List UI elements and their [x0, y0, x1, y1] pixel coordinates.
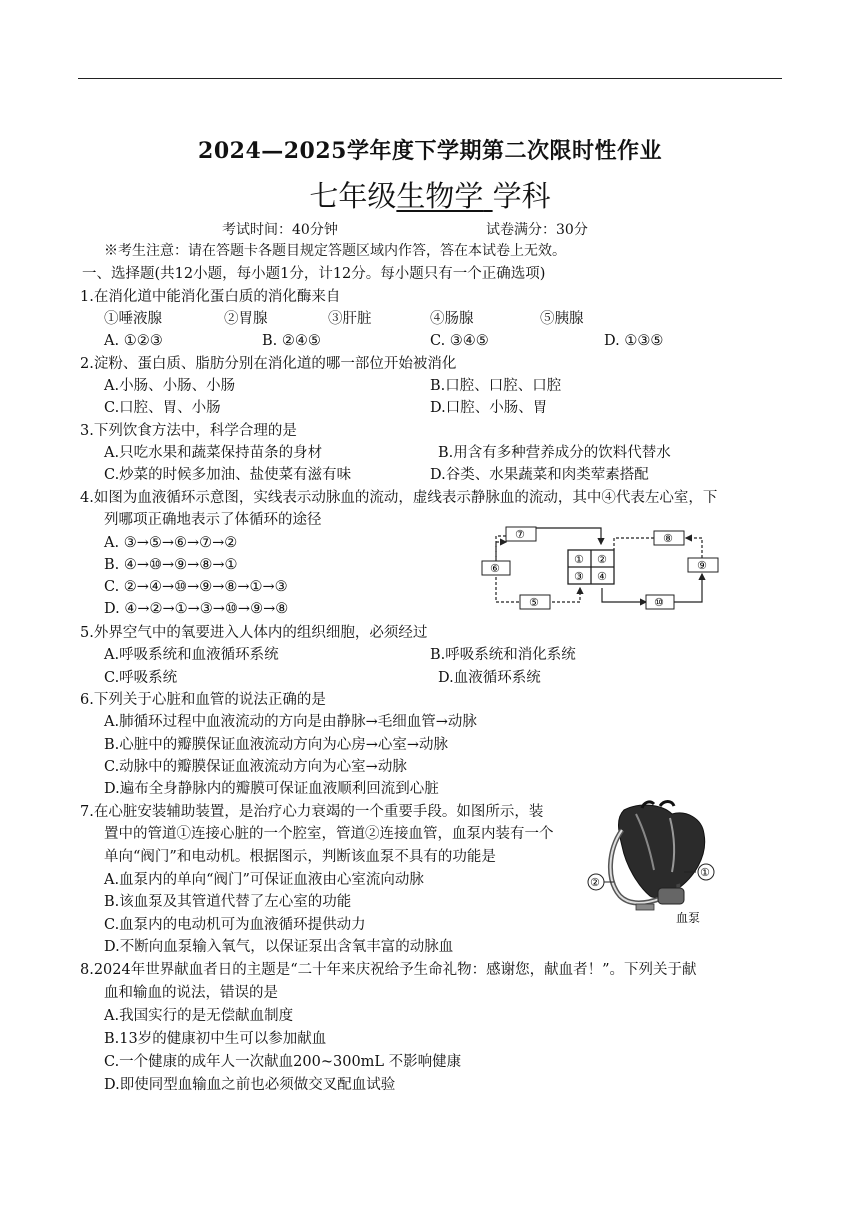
figure-label-2: ② — [590, 876, 600, 889]
q7-stem-line1: 7.在心脏安装辅助装置，是治疗心力衰竭的一个重要手段。如图所示，装 — [80, 804, 544, 820]
q4-stem-line1: 4.如图为血液循环示意图，实线表示动脉血的流动，虚线表示静脉血的流动，其中④代表左心室，下 — [80, 490, 718, 506]
q4-option-c: C. ②→④→⑩→⑨→⑧→①→③ — [104, 579, 288, 595]
q3-stem: 3.下列饮食方法中，科学合理的是 — [80, 423, 297, 439]
q7-option-a: A.血泵内的单向“阀门”可保证血液由心室流向动脉 — [104, 872, 424, 888]
subtitle-subject: 生物学 — [396, 179, 484, 213]
q4-option-d: D. ④→②→①→③→⑩→⑨→⑧ — [104, 601, 289, 617]
q1-item: ①唾液腺 — [104, 311, 162, 327]
subtitle-prefix: 七年级 — [309, 179, 397, 213]
heart-illustration — [619, 805, 705, 898]
pump-body — [658, 888, 684, 904]
q3-option-d: D.谷类、水果蔬菜和肉类荤素搭配 — [430, 467, 649, 483]
q7-stem-line3: 单向“阀门”和电动机。根据图示，判断该血泵不具有的功能是 — [104, 849, 496, 865]
diagram-label: ④ — [597, 570, 607, 583]
q8-stem-line1: 8.2024年世界献血者日的主题是“二十年来庆祝给予生命礼物：感谢您，献血者！”。下列关于献 — [80, 962, 697, 978]
q7-option-b: B.该血泵及其管道代替了左心室的功能 — [104, 894, 352, 910]
section-heading: 一、选择题(共12小题，每小题1分，计12分。每小题只有一个正确选项) — [82, 266, 546, 282]
q7-option-d: D.不断向血泵输入氧气，以保证泵出含氧丰富的动脉血 — [104, 939, 454, 955]
q1-option-c: C. ③④⑤ — [430, 333, 489, 349]
q8-option-b: B.13岁的健康初中生可以参加献血 — [104, 1031, 327, 1047]
q7-stem-line2: 置中的管道①连接心脏的一个腔室，管道②连接血管，血泵内装有一个 — [104, 826, 554, 842]
q8-stem-line2: 血和输血的说法，错误的是 — [104, 985, 278, 1001]
q5-option-a: A.呼吸系统和血液循环系统 — [104, 647, 279, 663]
diagram-label: ⑨ — [697, 559, 707, 572]
top-rule — [78, 78, 782, 79]
q2-option-d: D.口腔、小肠、胃 — [430, 400, 548, 416]
q8-option-d: D.即使同型血输血之前也必须做交叉配血试验 — [104, 1077, 396, 1093]
diagram-label: ⑤ — [529, 596, 539, 609]
q2-option-a: A.小肠、小肠、小肠 — [104, 378, 236, 394]
q1-item: ⑤胰腺 — [540, 311, 584, 327]
q6-option-c: C.动脉中的瓣膜保证血液流动方向为心室→动脉 — [104, 759, 407, 775]
q3-option-a: A.只吃水果和蔬菜保持苗条的身材 — [104, 445, 323, 461]
diagram-label: ⑥ — [490, 562, 500, 575]
q8-option-a: A.我国实行的是无偿献血制度 — [104, 1008, 294, 1024]
figure-caption: 血泵 — [676, 911, 701, 925]
q3-option-b: B.用含有多种营养成分的饮料代替水 — [438, 445, 671, 461]
q4-option-b: B. ④→⑩→⑨→⑧→① — [104, 557, 238, 573]
exam-time: 考试时间：40分钟 — [222, 222, 338, 238]
q2-stem: 2.淀粉、蛋白质、脂肪分别在消化道的哪一部位开始被消化 — [80, 356, 457, 372]
q1-stem: 1.在消化道中能消化蛋白质的消化酶来自 — [80, 289, 341, 305]
diagram-label: ③ — [574, 570, 584, 583]
diagram-label: ① — [574, 553, 584, 566]
notice: ※考生注意：请在答题卡各题目规定答题区域内作答，答在本试卷上无效。 — [104, 243, 566, 259]
q1-option-d: D. ①③⑤ — [604, 333, 664, 349]
page-title: 2024—2025学年度下学期第二次限时性作业 — [198, 138, 662, 164]
diagram-label: ⑦ — [515, 528, 525, 541]
q1-item: ②胃腺 — [224, 311, 268, 327]
q7-option-c: C.血泵内的电动机可为血液循环提供动力 — [104, 917, 366, 933]
subtitle-suffix: 学科 — [492, 179, 551, 213]
q2-option-c: C.口腔、胃、小肠 — [104, 400, 221, 416]
q2-option-b: B.口腔、口腔、口腔 — [430, 378, 562, 394]
q4-option-a: A. ③→⑤→⑥→⑦→② — [104, 535, 238, 551]
q5-option-d: D.血液循环系统 — [438, 670, 541, 686]
q3-option-c: C.炒菜的时候多加油、盐使菜有滋有味 — [104, 467, 352, 483]
full-score: 试卷满分：30分 — [486, 222, 588, 238]
figure-label-1: ① — [700, 866, 710, 879]
q5-stem: 5.外界空气中的氧要进入人体内的组织细胞，必须经过 — [80, 625, 428, 641]
diagram-label: ⑩ — [654, 596, 664, 609]
q4-stem-line2: 列哪项正确地表示了体循环的途径 — [104, 512, 322, 528]
q6-stem: 6.下列关于心脏和血管的说法正确的是 — [80, 692, 326, 708]
q6-option-b: B.心脏中的瓣膜保证血液流动方向为心房→心室→动脉 — [104, 737, 449, 753]
q5-option-b: B.呼吸系统和消化系统 — [430, 647, 576, 663]
q5-option-c: C.呼吸系统 — [104, 670, 178, 686]
q1-option-a: A. ①②③ — [104, 333, 163, 349]
diagram-label: ② — [597, 553, 607, 566]
q8-option-c: C.一个健康的成年人一次献血200~300mL 不影响健康 — [104, 1054, 462, 1070]
circulation-diagram — [474, 516, 734, 618]
q6-option-a: A.肺循环过程中血液流动的方向是由静脉→毛细血管→动脉 — [104, 714, 477, 730]
q1-option-b: B. ②④⑤ — [262, 333, 321, 349]
q6-option-d: D.遍布全身静脉内的瓣膜可保证血液顺利回流到心脏 — [104, 781, 439, 797]
q1-item: ③肝脏 — [328, 311, 372, 327]
diagram-label: ⑧ — [663, 532, 673, 545]
page-subtitle — [0, 174, 860, 215]
q1-item: ④肠腺 — [430, 311, 474, 327]
heart-pump-figure — [584, 800, 734, 928]
